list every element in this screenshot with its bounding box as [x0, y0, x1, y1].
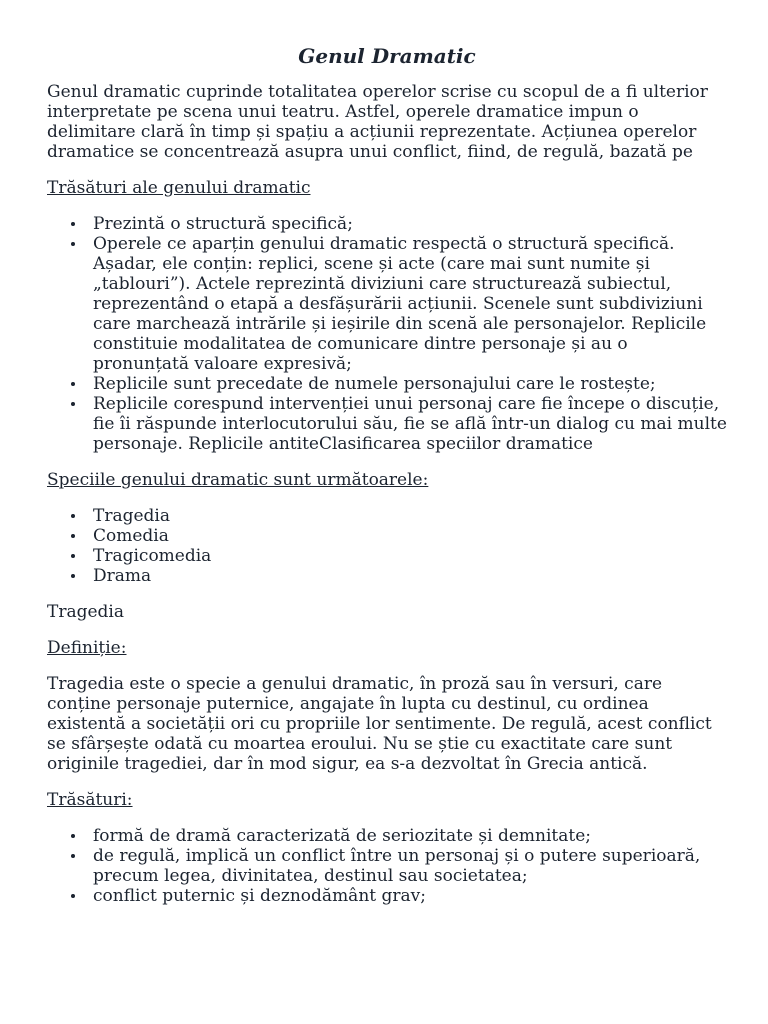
document-page — [47, 40, 727, 922]
features-heading: Trăsături ale genului dramatic — [47, 178, 311, 198]
definition-paragraph: Tragedia este o specie a genului dramatic, în proză sau în versuri, care conține personaje puternice, angajate în lupta cu destinul, cu ordinea existentă a societății ori cu propriile lor sentimente. De regulă, acest conflict se sfârșește odată cu moartea eroului. Nu se știe cu exactitate care sunt originile tragediei, dar în mod sigur, ea s-a dezvoltat în Grecia antică. — [47, 674, 712, 774]
definition-heading: Definiție: — [47, 638, 127, 658]
list-item: Drama — [93, 566, 727, 586]
list-item: de regulă, implică un conflict între un personaj și o putere superioară, precum legea, divinitatea, destinul sau societatea; — [93, 846, 727, 886]
features-list — [47, 214, 727, 454]
species-list — [47, 506, 727, 586]
traits-heading: Trăsături: — [47, 790, 133, 810]
list-item: conflict puternic și deznodământ grav; — [93, 886, 727, 906]
list-item: Operele ce aparțin genului dramatic respectă o structură specifică. Așadar, ele conțin: replici, scene și acte (care mai sunt numite și „tablouri”). Actele reprezintă diviziuni care structurează subiectul, reprezentând o etapă a desfășurării acțiunii. Scenele sunt subdiviziuni care marchează intrările și ieșirile din scenă ale personajelor. Replicile constituie modalitatea de comunicare dintre personaje și au o pronunțată valoare expresivă; — [93, 234, 727, 374]
list-item: Comedia — [93, 526, 727, 546]
document-title: Genul Dramatic — [298, 44, 476, 68]
species-heading: Speciile genului dramatic sunt următoarele: — [47, 470, 429, 490]
list-item: Tragicomedia — [93, 546, 727, 566]
list-item: Replicile sunt precedate de numele personajului care le rostește; — [93, 374, 727, 394]
list-item: Prezintă o structură specifică; — [93, 214, 727, 234]
intro-paragraph: Genul dramatic cuprinde totalitatea operelor scrise cu scopul de a fi ulterior interpretate pe scena unui teatru. Astfel, operele dramatice impun o delimitare clară în timp și spațiu a acțiunii reprezentate. Acțiunea operelor dramatice se concentrează asupra unui conflict, fiind, de regulă, bazată pe — [47, 82, 708, 162]
list-item: Replicile corespund intervenției unui personaj care fie începe o discuție, fie îi răspunde interlocutorului său, fie se află într-un dialog cu mai multe personaje. Replicile antiteClasificarea speciilor dramatice — [93, 394, 727, 454]
traits-list — [47, 826, 727, 906]
tragedy-label: Tragedia — [47, 602, 124, 622]
list-item: formă de dramă caracterizată de seriozitate și demnitate; — [93, 826, 727, 846]
list-item: Tragedia — [93, 506, 727, 526]
